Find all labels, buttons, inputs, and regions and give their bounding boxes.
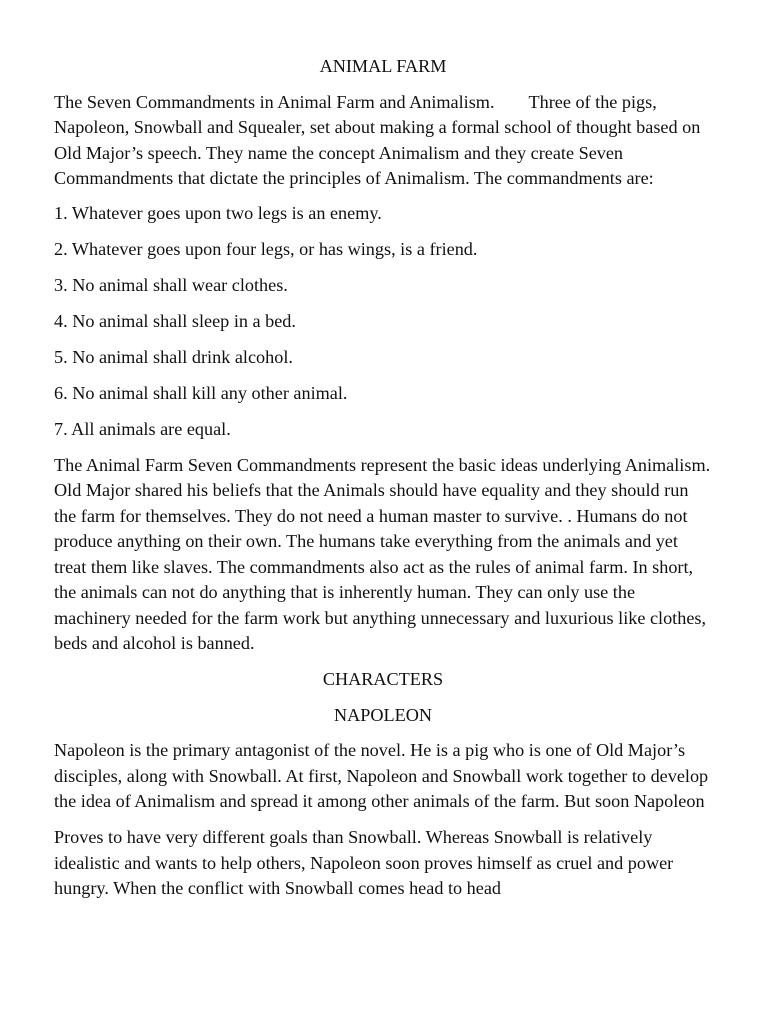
document-title: ANIMAL FARM: [319, 56, 447, 76]
explanation-paragraph: The Animal Farm Seven Commandments represent the basic ideas underlying Animalism. Old Major shared his beliefs that the Animals should have equality and they should run the farm for themselves. They do not need a human master to survive. . Humans do not produce anything on their own. The humans take everything from the animals and yet treat them like slaves. The commandments also act as the rules of animal farm. In short, the animals can not do anything that is inherently human. They can only use the machinery needed for the farm work but anything unnecessary and luxurious like clothes, beds and alcohol is banned.: [54, 454, 711, 653]
intro-paragraph: [54, 90, 712, 192]
commandment-1: 1. Whatever goes upon two legs is an enemy.: [54, 202, 382, 223]
napoleon-paragraph-1: Napoleon is the primary antagonist of the novel. He is a pig who is one of Old Major’s disciples, along with Snowball. At first, Napoleon and Snowball work together to develop the idea of Animalism and spread it among other animals of the farm. But soon Napoleon: [54, 740, 709, 811]
commandment-5: 5. No animal shall drink alcohol.: [54, 346, 293, 367]
commandment-6: 6. No animal shall kill any other animal.: [54, 382, 348, 403]
intro-lead: The Seven Commandments in Animal Farm and Animalism.: [54, 91, 495, 112]
commandments-list: [54, 201, 712, 443]
intro-body: Three of the pigs, Napoleon, Snowball and Squealer, set about making a formal school of thought based on Old Major’s speech. They name the concept Animalism and they create Seven Commandments that dictate the principles of Animalism. The commandments are:: [54, 91, 701, 188]
characters-heading: CHARACTERS: [322, 669, 444, 689]
commandment-7: 7. All animals are equal.: [54, 418, 231, 439]
commandment-3: 3. No animal shall wear clothes.: [54, 274, 288, 295]
commandment-2: 2. Whatever goes upon four legs, or has wings, is a friend.: [54, 238, 478, 259]
napoleon-paragraph-2: Proves to have very different goals than Snowball. Whereas Snowball is relatively idealistic and wants to help others, Napoleon soon proves himself as cruel and power hungry. When the conflict with Snowball comes head to head: [54, 827, 674, 898]
commandment-4: 4. No animal shall sleep in a bed.: [54, 310, 296, 331]
napoleon-heading: NAPOLEON: [333, 704, 432, 725]
